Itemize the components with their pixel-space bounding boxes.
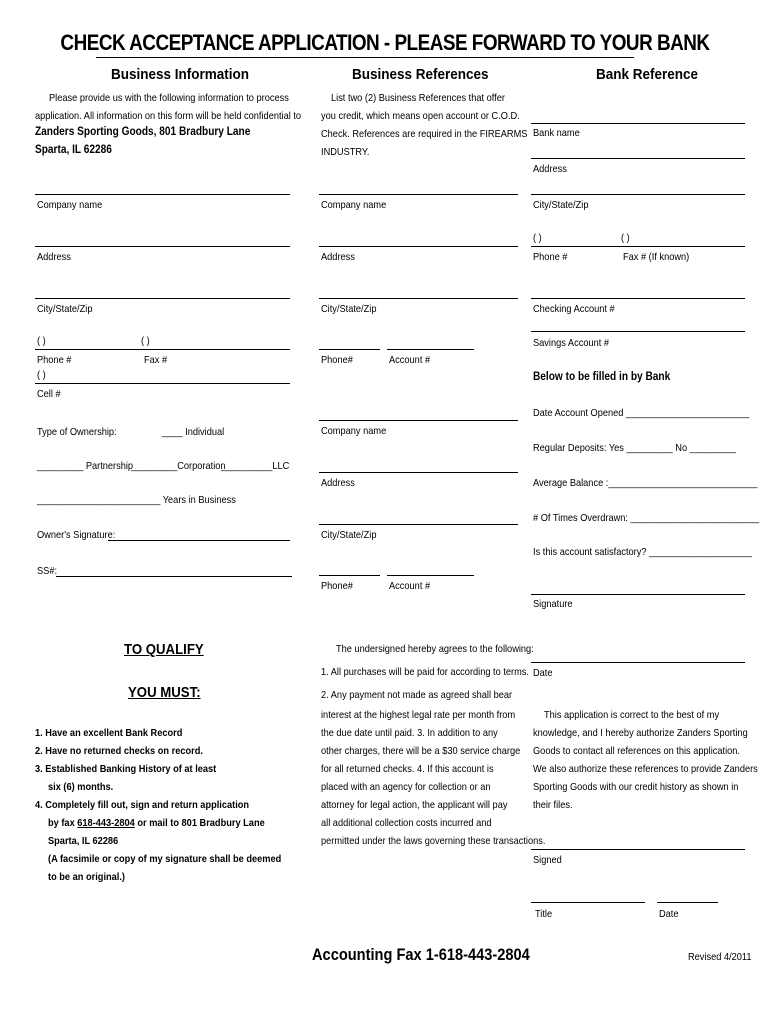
ref1-city-state-zip-field[interactable] [319,298,518,299]
business-refs-intro-3: Check. References are required in the FIREARMS [321,128,528,140]
bank-phone-label: Phone # [533,251,568,263]
cell-label: Cell # [37,388,61,400]
ref2-account-label: Account # [389,580,431,592]
business-info-intro-1: Please provide us with the following information to process [49,92,289,104]
qualify-item-4e: to be an original.) [48,871,126,883]
signed-date-field[interactable] [657,902,718,903]
address-field[interactable] [35,246,290,247]
bank-fax-label: Fax # (If known) [623,251,690,263]
agreement-line-5: the due date until paid. 3. In addition to any [321,727,498,739]
bank-fill-in-heading: Below to be filled in by Bank [533,371,671,383]
account-satisfactory-field[interactable]: Is this account satisfactory? ____________________ [533,546,752,558]
savings-account-field[interactable] [531,331,745,332]
ref2-company-name-field[interactable] [319,420,518,421]
agreement-line-9: attorney for legal action, the applicant will pay [321,799,508,811]
company-name-label: Company name [37,199,103,211]
qualify-item-3b: six (6) months. [48,781,114,793]
bank-date-field[interactable] [531,662,745,663]
ref2-phone-label: Phone# [321,580,353,592]
agreement-line-6: other charges, there will be a $30 service charge [321,745,521,757]
years-in-business-field[interactable]: ________________________ Years in Business [37,494,236,506]
bank-address-label: Address [533,163,567,175]
checking-account-label: Checking Account # [533,303,615,315]
bank-date-label: Date [533,667,553,679]
ref1-phone-label: Phone# [321,354,353,366]
owners-signature-label: Owner's Signature: [37,529,116,541]
company-address-1: Zanders Sporting Goods, 801 Bradbury Lane [35,126,251,138]
cell-area-code: ( ) [37,369,46,381]
ref1-city-state-zip-label: City/State/Zip [321,303,377,315]
ref2-city-state-zip-label: City/State/Zip [321,529,377,541]
authorization-line-1: This application is correct to the best of my [544,709,720,721]
agreement-line-2: 1. All purchases will be paid for according to terms. [321,666,530,678]
ref2-account-field[interactable] [387,575,474,576]
phone-label: Phone # [37,354,72,366]
revision-date: Revised 4/2011 [688,951,752,963]
ss-field[interactable] [56,576,292,577]
qualify-item-4d: (A facsimile or copy of my signature shall be deemed [48,853,282,865]
agreement-line-1: The undersigned hereby agrees to the following: [336,643,534,655]
address-label: Address [37,251,71,263]
business-info-heading: Business Information [111,66,250,83]
accounting-fax: Accounting Fax 1-618-443-2804 [312,945,530,964]
agreement-line-4: interest at the highest legal rate per month from [321,709,516,721]
fax-label: Fax # [144,354,168,366]
ref2-company-name-label: Company name [321,425,387,437]
ownership-type-label: Type of Ownership: [37,426,117,438]
bank-signature-label: Signature [533,598,573,610]
ref1-account-label: Account # [389,354,431,366]
ownership-individual[interactable]: ____ Individual [162,426,225,438]
business-refs-intro-4: INDUSTRY. [321,146,370,158]
qualify-item-1: 1. Have an excellent Bank Record [35,727,183,739]
signed-title-field[interactable] [531,902,645,903]
business-refs-intro-1: List two (2) Business References that offer [331,92,505,104]
ownership-partnership[interactable]: _________ Partnership [37,460,134,472]
ref1-account-field[interactable] [387,349,474,350]
bank-phone-area-code: ( ) [533,232,542,244]
ref2-address-field[interactable] [319,472,518,473]
bank-name-field[interactable] [531,123,745,124]
bank-address-field[interactable] [531,158,745,159]
qualify-heading-2: YOU MUST: [128,684,201,701]
bank-ref-heading: Bank Reference [596,66,699,83]
times-overdrawn-field[interactable]: # Of Times Overdrawn: _________________________ [533,512,760,524]
qualify-item-4b: by fax 618-443-2804 or mail to 801 Bradbury Lane [48,817,265,829]
business-refs-intro-2: you credit, which means open account or C.O.D. [321,110,520,122]
title-underline [96,57,634,58]
agreement-line-8: placed with an agency for collection or an [321,781,491,793]
authorization-line-4: We also authorize these references to provide Zanders [533,763,758,775]
ref2-city-state-zip-field[interactable] [319,524,518,525]
company-name-field[interactable] [35,194,290,195]
regular-deposits-field[interactable]: Regular Deposits: Yes _________ No _________ [533,442,736,454]
bank-phone-fax-field[interactable] [531,246,745,247]
qualify-fax-number: 618-443-2804 [77,817,135,829]
ss-label: SS#: [37,565,58,577]
signed-title-label: Title [535,908,553,920]
business-info-intro-2: application. All information on this form will be held confidential to [35,110,302,122]
checking-account-field[interactable] [531,298,745,299]
ref1-company-name-field[interactable] [319,194,518,195]
agreement-line-10: all additional collection costs incurred and [321,817,492,829]
ref1-company-name-label: Company name [321,199,387,211]
bank-name-label: Bank name [533,127,580,139]
company-address-2: Sparta, IL 62286 [35,144,112,156]
authorization-line-3: Goods to contact all references on this application. [533,745,741,757]
agreement-line-11: permitted under the laws governing these transactions. [321,835,546,847]
bank-city-state-zip-label: City/State/Zip [533,199,589,211]
bank-fax-area-code: ( ) [621,232,630,244]
form-title: CHECK ACCEPTANCE APPLICATION - PLEASE FORWARD TO YOUR BANK [60,30,710,55]
ref1-address-field[interactable] [319,246,518,247]
qualify-heading-1: TO QUALIFY [124,641,204,658]
signed-date-label: Date [659,908,679,920]
city-state-zip-field[interactable] [35,298,290,299]
ref2-phone-field[interactable] [319,575,380,576]
qualify-item-2: 2. Have no returned checks on record. [35,745,203,757]
phone-fax-field[interactable] [35,349,290,350]
average-balance-field[interactable]: Average Balance :_____________________________ [533,477,758,489]
signed-label: Signed [533,854,562,866]
qualify-item-4c: Sparta, IL 62286 [48,835,119,847]
cell-field[interactable] [35,383,290,384]
agreement-line-3: 2. Any payment not made as agreed shall bear [321,689,513,701]
bank-city-state-zip-field[interactable] [531,194,745,195]
authorization-line-2: knowledge, and I hereby authorize Zanders Sporting [533,727,748,739]
ref1-address-label: Address [321,251,355,263]
savings-account-label: Savings Account # [533,337,610,349]
phone-area-code: ( ) [37,335,46,347]
owners-signature-field[interactable] [108,540,290,541]
qualify-item-3: 3. Established Banking History of at least [35,763,217,775]
date-account-opened-field[interactable]: Date Account Opened ________________________ [533,407,750,419]
qualify-item-4: 4. Completely fill out, sign and return application [35,799,250,811]
ownership-corporation[interactable]: _________Corporation [131,460,226,472]
city-state-zip-label: City/State/Zip [37,303,93,315]
bank-signature-field[interactable] [531,594,745,595]
authorization-line-6: their files. [533,799,573,811]
signed-field[interactable] [531,849,745,850]
ref1-phone-field[interactable] [319,349,380,350]
fax-area-code: ( ) [141,335,150,347]
ownership-llc[interactable]: __________LLC [221,460,290,472]
business-refs-heading: Business References [352,66,489,83]
authorization-line-5: Sporting Goods with our credit history as shown in [533,781,739,793]
agreement-line-7: for all returned checks. 4. If this account is [321,763,494,775]
ref2-address-label: Address [321,477,355,489]
